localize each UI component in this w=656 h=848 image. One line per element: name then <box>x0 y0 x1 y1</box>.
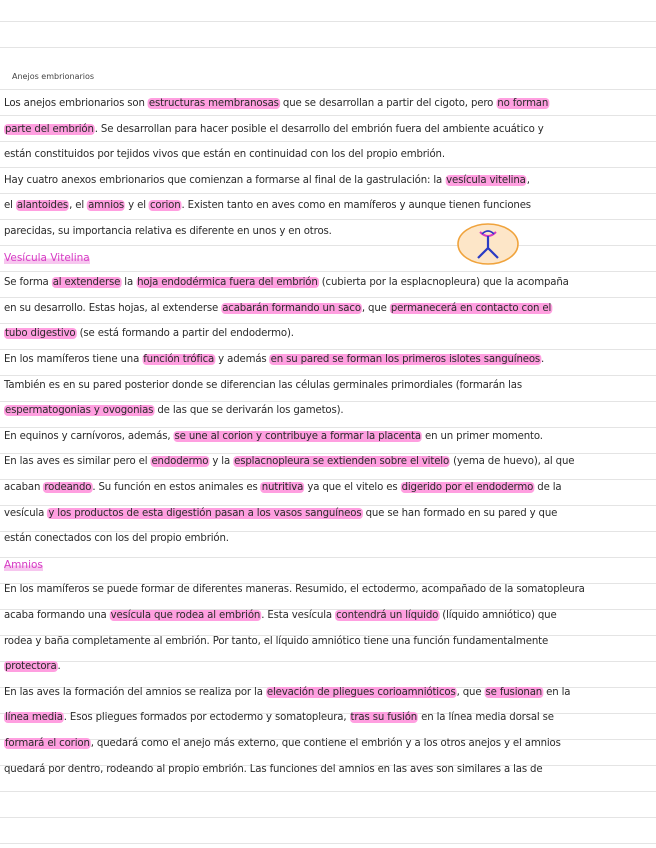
text-line <box>4 583 652 597</box>
text-segment: , quedará como el anejo más externo, que contiene el embrión y a los otros anejos y el amnios <box>90 738 561 749</box>
text-segment: En los mamíferos tiene una <box>4 354 143 365</box>
text-line <box>4 763 652 777</box>
highlighted-text: en su pared se forman los primeros islotes sanguíneos <box>270 354 541 365</box>
text-line <box>4 327 652 341</box>
text-line <box>4 686 652 700</box>
text-line <box>4 225 652 239</box>
section-heading-text: Amnios <box>4 559 43 571</box>
page-header: Anejos embrionarios <box>12 72 95 81</box>
highlighted-text: se fusionan <box>485 687 543 698</box>
highlighted-text: corion <box>149 200 181 211</box>
text-segment: ya que el vitelo es <box>304 482 401 493</box>
text-line <box>4 404 652 418</box>
text-segment: acaban <box>4 482 44 493</box>
text-segment: , que <box>456 687 485 698</box>
highlighted-text: elevación de pliegues corioamnióticos <box>266 687 456 698</box>
text-segment: . <box>541 354 545 365</box>
highlighted-text: hoja endodérmica fuera del embrión <box>137 277 318 288</box>
text-segment: (yema de huevo), al que <box>450 456 575 467</box>
text-segment: , que <box>361 303 390 314</box>
highlighted-text: espermatogonias y ovogonias <box>4 405 154 416</box>
highlighted-text: contendrá un líquido <box>336 610 439 621</box>
highlighted-text: estructuras membranosas <box>148 98 279 109</box>
text-line <box>4 379 652 393</box>
text-segment: Se forma <box>4 277 52 288</box>
text-segment: y la <box>209 456 234 467</box>
highlighted-text: no forman <box>497 98 549 109</box>
text-line <box>4 711 652 725</box>
highlighted-text: acabarán formando un saco <box>222 303 361 314</box>
text-segment: Los anejos embrionarios son <box>4 98 148 109</box>
text-line <box>4 97 652 111</box>
text-segment: que se han formado en su pared y que <box>362 508 558 519</box>
highlighted-text: esplacnopleura se extienden sobre el vitelo <box>234 456 450 467</box>
text-segment: están constituidos por tejidos vivos que están en continuidad con los del propio embrión. <box>4 149 445 160</box>
text-segment: . Esta vesícula <box>261 610 336 621</box>
text-line <box>4 455 652 469</box>
text-segment: En las aves la formación del amnios se realiza por la <box>4 687 266 698</box>
text-segment: acaba formando una <box>4 610 110 621</box>
text-segment: . Existen tanto en aves como en mamíferos y aunque tienen funciones <box>181 200 531 211</box>
highlighted-text: se une al corion y contribuye a formar la placenta <box>174 431 421 442</box>
text-segment: el <box>4 200 16 211</box>
text-segment: quedará por dentro, rodeando al propio embrión. Las funciones del amnios en las aves son similares a las de <box>4 764 543 775</box>
text-segment: la <box>121 277 137 288</box>
highlighted-text: vesícula que rodea al embrión <box>110 610 261 621</box>
text-segment: y el <box>125 200 149 211</box>
text-line <box>4 507 652 521</box>
text-line <box>4 174 652 188</box>
text-segment: , el <box>69 200 88 211</box>
text-segment: . Su función en estos animales es <box>92 482 261 493</box>
text-segment: . <box>57 661 61 672</box>
text-line <box>4 199 652 213</box>
text-segment: También es en su pared posterior donde se diferencian las células germinales primordiales (formarán las <box>4 380 523 391</box>
highlighted-text: nutritiva <box>261 482 304 493</box>
text-segment: de las que se derivarán los gametos). <box>154 405 344 416</box>
text-segment: que se desarrollan a partir del cigoto, pero <box>279 98 497 109</box>
highlighted-text: vesícula vitelina <box>446 175 526 186</box>
section-heading-text: Vesícula Vitelina <box>4 252 90 264</box>
text-segment: Hay cuatro anexos embrionarios que comienzan a formarse al final de la gastrulación: la <box>4 175 446 186</box>
text-line <box>4 276 652 290</box>
text-segment: En las aves es similar pero el <box>4 456 151 467</box>
text-line <box>4 609 652 623</box>
text-line <box>4 123 652 137</box>
text-segment: están conectados con los del propio embrión. <box>4 533 229 544</box>
text-segment: . Se desarrollan para hacer posible el desarrollo del embrión fuera del ambiente acuático y <box>94 124 544 135</box>
text-line <box>4 430 652 444</box>
section-heading <box>4 251 90 265</box>
text-segment: rodea y baña completamente al embrión. Por tanto, el líquido amniótico tiene una función fundamentalmente <box>4 636 549 647</box>
text-segment: en un primer momento. <box>421 431 543 442</box>
text-segment: . Esos pliegues formados por ectodermo y somatopleura, <box>63 712 350 723</box>
highlighted-text: alantoides <box>16 200 69 211</box>
text-segment: en la línea media dorsal se <box>418 712 554 723</box>
text-segment: , <box>526 175 530 186</box>
text-line <box>4 532 652 546</box>
highlighted-text: endodermo <box>151 456 209 467</box>
highlighted-text: parte del embrión <box>4 124 94 135</box>
text-segment: y además <box>215 354 270 365</box>
text-line <box>4 353 652 367</box>
text-segment: En equinos y carnívoros, además, <box>4 431 174 442</box>
highlighted-text: permanecerá en contacto con el <box>390 303 552 314</box>
highlighted-text: tubo digestivo <box>4 328 76 339</box>
highlighted-text: digerido por el endodermo <box>401 482 534 493</box>
highlighted-text: y los productos de esta digestión pasan a los vasos sanguíneos <box>48 508 362 519</box>
section-heading <box>4 558 43 572</box>
highlighted-text: amnios <box>88 200 125 211</box>
text-segment: en su desarrollo. Estas hojas, al extenderse <box>4 303 222 314</box>
text-segment: en la <box>543 687 571 698</box>
text-line <box>4 635 652 649</box>
highlighted-text: tras su fusión <box>350 712 418 723</box>
text-segment: (cubierta por la esplacnopleura) que la acompaña <box>318 277 569 288</box>
text-segment: En los mamíferos se puede formar de diferentes maneras. Resumido, el ectodermo, acompañado de la somatopleura <box>4 584 585 595</box>
text-segment: de la <box>534 482 562 493</box>
highlighted-text: protectora <box>4 661 57 672</box>
text-line <box>4 481 652 495</box>
text-line <box>4 302 652 316</box>
highlighted-text: al extenderse <box>52 277 121 288</box>
highlighted-text: línea media <box>4 712 63 723</box>
text-segment: (se está formando a partir del endodermo). <box>76 328 294 339</box>
highlighted-text: función trófica <box>143 354 215 365</box>
text-line <box>4 148 652 162</box>
text-segment: parecidas, su importancia relativa es diferente en unos y en otros. <box>4 226 332 237</box>
text-segment: (líquido amniótico) que <box>439 610 557 621</box>
highlighted-text: formará el corion <box>4 738 90 749</box>
text-segment: vesícula <box>4 508 48 519</box>
text-line <box>4 737 652 751</box>
highlighted-text: rodeando <box>44 482 92 493</box>
text-line <box>4 660 652 674</box>
